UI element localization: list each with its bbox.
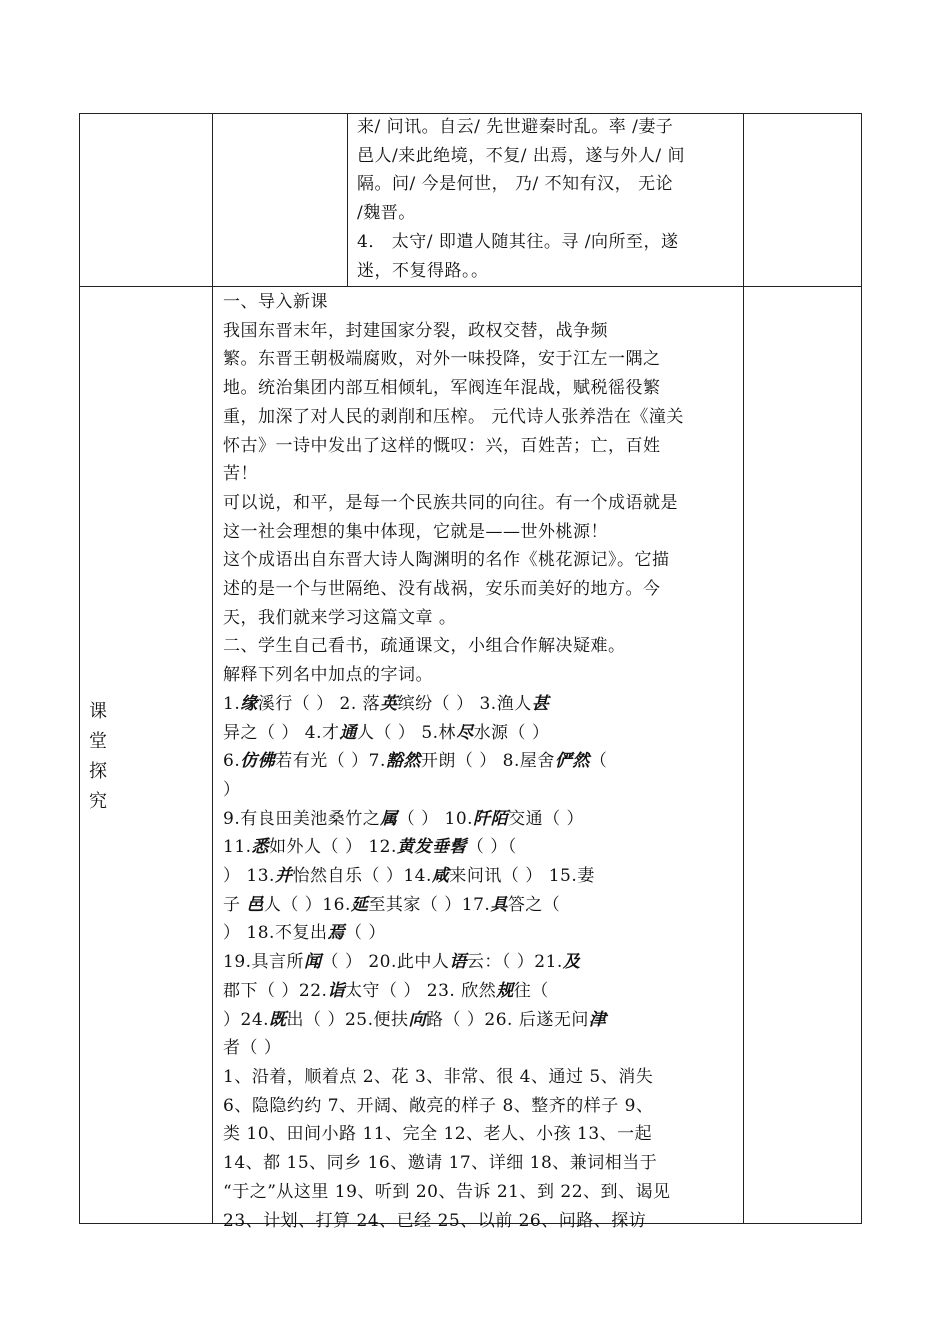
exercise-line xyxy=(223,833,741,862)
exercise-line xyxy=(223,1006,741,1035)
exercise-line xyxy=(223,805,741,834)
keyword: 仿佛 xyxy=(240,751,276,772)
exercise-text: 郡下（ ）22. xyxy=(223,980,328,1001)
text-line: 这个成语出自东晋大诗人陶渊明的名作《桃花源记》。它描 xyxy=(223,550,670,571)
answer-line: 14、都 15、同乡 16、邀请 17、详细 18、兼词相当于 xyxy=(223,1153,658,1174)
keyword: 阡陌 xyxy=(473,808,509,829)
keyword: 英 xyxy=(380,693,398,714)
exercise-text: 往（ xyxy=(513,980,549,1001)
top-row-text xyxy=(357,113,741,285)
exercise-line xyxy=(223,891,741,920)
exercise-text: （ xyxy=(589,751,608,772)
text-line: /魏晋。 xyxy=(357,203,416,224)
exercise-text: 开朗（ ） 8.屋舍 xyxy=(420,751,555,772)
exercise-text: 水源（ ） xyxy=(473,722,550,743)
keyword: 黄发垂髫 xyxy=(396,837,467,858)
exercise-text: 太守（ ） 23. 欣然 xyxy=(344,980,497,1001)
keyword: 豁然 xyxy=(385,751,421,772)
text-line: 述的是一个与世隔绝、没有战祸，安乐而美好的地方。今 xyxy=(223,579,661,600)
exercise-line xyxy=(223,977,741,1006)
exercise-line xyxy=(223,862,741,891)
column-divider-1 xyxy=(212,113,213,1224)
exercise-text: （ ）（ xyxy=(466,837,517,858)
answer-line: 23、计划、打算 24、已经 25、以前 26、问路、探访 xyxy=(223,1210,647,1231)
text-line: 迷，不复得路。。 xyxy=(357,260,489,281)
exercise-list xyxy=(223,690,741,1063)
exercise-text: 子 xyxy=(223,894,247,915)
keyword: 通 xyxy=(339,722,358,743)
keyword: 邑 xyxy=(246,894,264,915)
text-line: 可以说，和平，是每一个民族共同的向往。有一个成语就是 xyxy=(223,492,678,513)
keyword: 俨然 xyxy=(554,751,590,772)
answer-line: 1、沿着，顺着点 2、花 3、非常、很 4、通过 5、消失 xyxy=(223,1066,654,1087)
exercise-text: 来问讯（ ） 15.妻 xyxy=(449,866,595,887)
text-line: 我国东晋末年，封建国家分裂，政权交替，战争频 xyxy=(223,320,608,341)
keyword: 津 xyxy=(588,1009,607,1030)
keyword: 规 xyxy=(496,980,514,1001)
exercise-text: 交通（ ） xyxy=(508,808,584,829)
exercise-text: ） 18.不复出 xyxy=(223,923,328,944)
section-label-char: 课 xyxy=(89,701,107,722)
exercise-text: 若有光（ ）7. xyxy=(275,751,386,772)
exercise-text: ） xyxy=(223,779,241,800)
exercise-line xyxy=(223,690,741,719)
text-line: 重，加深了对人民的剥削和压榨。 元代诗人张养浩在《潼关 xyxy=(223,406,684,427)
text-line: 隔。问/ 今是何世， 乃/ 不知有汉， 无论 xyxy=(357,174,674,195)
text-line: 繁。东晋王朝极端腐败，对外一味投降，安于江左一隅之 xyxy=(223,349,661,370)
intro-text xyxy=(223,288,741,690)
answer-line: “于之”从这里 19、听到 20、告诉 21、到 22、到、谒见 xyxy=(223,1181,671,1202)
section-label-char: 堂 xyxy=(89,731,107,752)
exercise-line xyxy=(223,719,741,748)
exercise-text: 云：（ ）21. xyxy=(466,952,563,973)
text-line: 二、学生自己看书，疏通课文，小组合作解决疑难。 xyxy=(223,636,626,657)
keyword: 既 xyxy=(269,1009,287,1030)
keyword: 延 xyxy=(350,894,369,915)
exercise-text: 怡然自乐（ ）14. xyxy=(292,866,432,887)
exercise-line xyxy=(223,1034,741,1063)
column-divider-3 xyxy=(743,113,744,1224)
keyword: 向 xyxy=(408,1009,426,1030)
exercise-text: （ ） xyxy=(344,923,386,944)
keyword: 具 xyxy=(490,894,508,915)
keyword: 闻 xyxy=(304,952,322,973)
table-border-right xyxy=(861,113,862,1224)
exercise-text: 人（ ）16. xyxy=(263,894,351,915)
exercise-text: 11. xyxy=(223,837,252,858)
exercise-text: 6. xyxy=(223,751,241,772)
exercise-text: 缤纷（ ） 3.渔人 xyxy=(397,693,532,714)
exercise-text: 1. xyxy=(223,693,241,714)
exercise-text: 出（ ）25.便扶 xyxy=(286,1009,409,1030)
exercise-text: 溪行（ ） 2. 落 xyxy=(257,693,381,714)
text-line: 来/ 问讯。自云/ 先世避秦时乱。率 /妻子 xyxy=(357,117,674,137)
answer-list xyxy=(223,1063,741,1235)
text-line: 怀古》一诗中发出了这样的慨叹：兴，百姓苦；亡，百姓 xyxy=(223,435,661,456)
answer-line: 类 10、田间小路 11、完全 12、老人、小孩 13、一起 xyxy=(223,1124,653,1145)
answer-line: 6、隐隐约约 7、开阔、敞亮的样子 8、整齐的样子 9、 xyxy=(223,1095,654,1116)
exercise-text: ） 13. xyxy=(223,866,275,887)
exercise-text: （ ） 20.此中人 xyxy=(321,952,450,973)
exercise-text: 异之（ ） 4.才 xyxy=(223,722,340,743)
keyword: 悉 xyxy=(251,837,270,858)
text-line: 地。统治集团内部互相倾轧，军阀连年混战，赋税徭役繁 xyxy=(223,378,661,399)
text-line: 天，我们就来学习这篇文章 。 xyxy=(223,607,457,628)
exercise-text: （ ） 10. xyxy=(397,808,474,829)
exercise-text: 至其家（ ）17. xyxy=(368,894,491,915)
exercise-text: 19.具言所 xyxy=(223,952,305,973)
text-line: 解释下列名中加点的字词。 xyxy=(223,665,433,686)
exercise-text: 答之（ xyxy=(507,894,561,915)
keyword: 属 xyxy=(380,808,398,829)
exercise-text: 如外人（ ） 12. xyxy=(269,837,397,858)
keyword: 尽 xyxy=(456,722,474,743)
keyword: 及 xyxy=(562,952,581,973)
keyword: 焉 xyxy=(327,923,345,944)
keyword: 咸 xyxy=(431,866,450,887)
text-line: 4． 太守/ 即遣人随其往。寻 /向所至，遂 xyxy=(357,231,679,252)
section-label xyxy=(78,697,118,817)
text-line: 苦！ xyxy=(223,464,258,485)
exercise-text: ）24. xyxy=(223,1009,270,1030)
exercise-line xyxy=(223,776,741,805)
exercise-text: 路（ ）26. 后遂无问 xyxy=(426,1009,589,1030)
exercise-text: 9.有良田美池桑竹之 xyxy=(223,808,381,829)
exercise-text: 者（ ） xyxy=(223,1038,282,1059)
section-label-char: 究 xyxy=(89,791,107,812)
keyword: 语 xyxy=(449,952,467,973)
keyword: 缘 xyxy=(240,693,258,714)
keyword: 甚 xyxy=(531,693,550,714)
column-divider-2 xyxy=(347,113,348,287)
text-line: 这一社会理想的集中体现，它就是——世外桃源！ xyxy=(223,521,608,542)
exercise-line xyxy=(223,919,741,948)
section-label-char: 探 xyxy=(89,761,107,782)
exercise-text: 人（ ） 5.林 xyxy=(357,722,457,743)
keyword: 诣 xyxy=(327,980,345,1001)
text-line: 邑人/来此绝境，不复/ 出焉，遂与外人/ 间 xyxy=(357,145,685,166)
table-border-left xyxy=(79,113,80,1224)
exercise-line xyxy=(223,948,741,977)
main-content xyxy=(223,288,741,1235)
keyword: 并 xyxy=(274,866,293,887)
text-line: 一、导入新课 xyxy=(223,292,328,312)
exercise-line xyxy=(223,747,741,776)
